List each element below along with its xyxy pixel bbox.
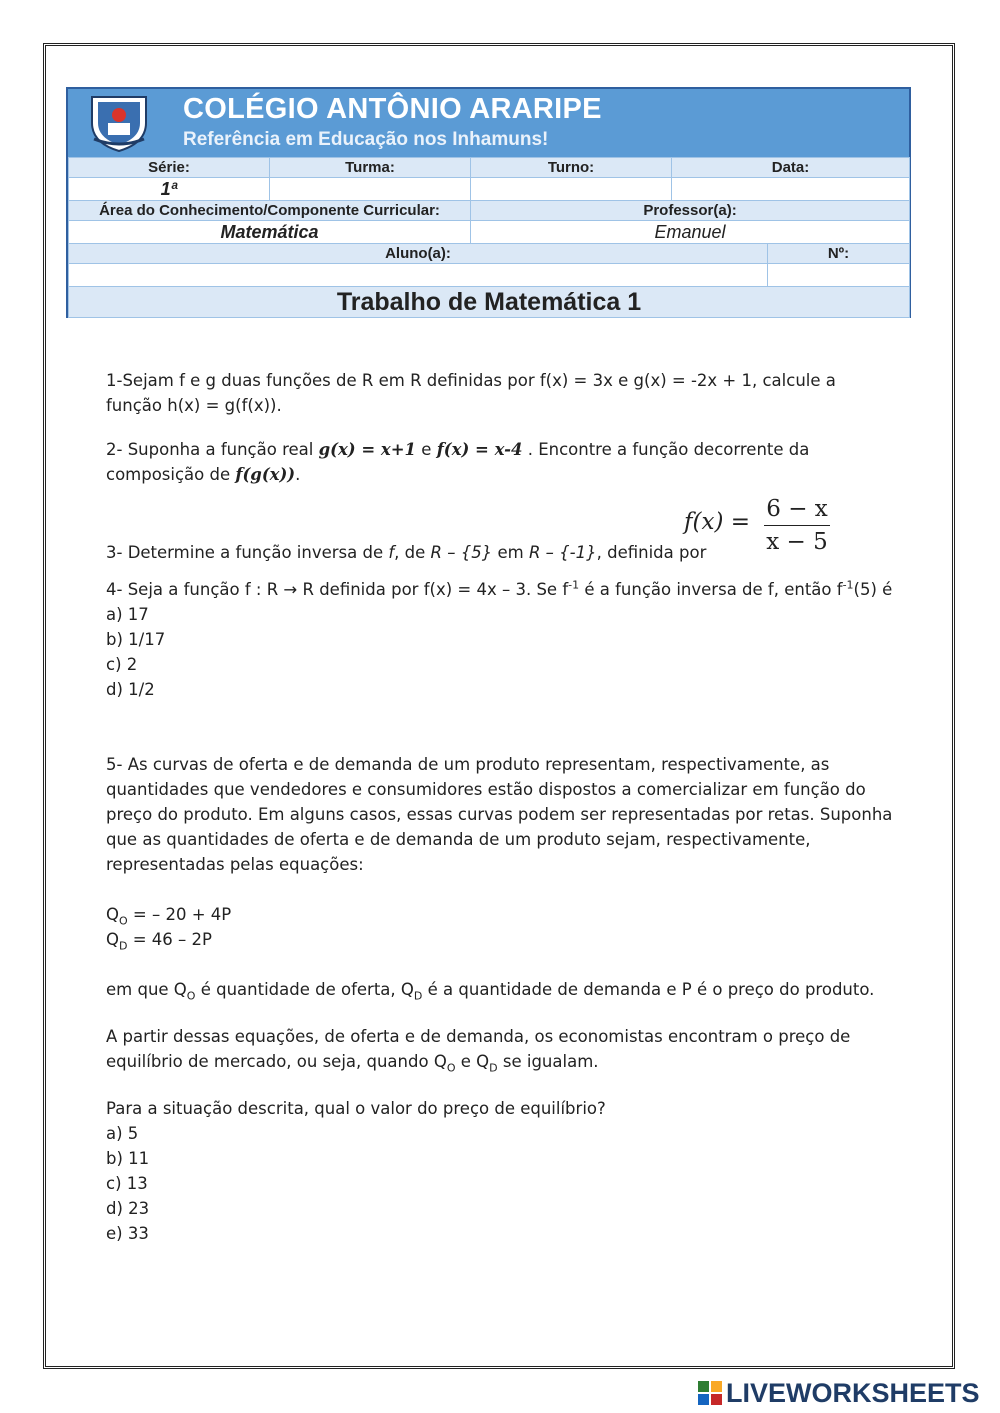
- turno-label: Turno:: [471, 158, 672, 178]
- turma-field[interactable]: [270, 178, 471, 201]
- turno-field[interactable]: [471, 178, 672, 201]
- demand-equation: $Q_D = 46 - 2P$: [106, 930, 212, 953]
- liveworksheets-brand[interactable]: [698, 1377, 980, 1409]
- question-5-prompt: Para a situação descrita, qual o valor do preço de equilíbrio?: [106, 1099, 606, 1118]
- aluno-field[interactable]: [69, 264, 768, 287]
- q4-option-d: d) 1/2: [106, 680, 155, 699]
- page-title: Trabalho de Matemática 1: [69, 287, 910, 318]
- equation-explanation: em que $Q_O$ é quantidade de oferta, $Q_D$ é a quantidade de demanda e P é o preço do produto.: [106, 980, 875, 1003]
- question-3: 3- Determine a função inversa de f, de R – {5} em R – {-1}, definida por f(x) = 6 − x x − 5: [106, 505, 896, 565]
- school-header: [66, 87, 911, 318]
- professor-value: Emanuel: [471, 221, 910, 244]
- q5-option-b: b) 11: [106, 1149, 150, 1168]
- serie-value: 1ª: [69, 178, 270, 201]
- question-2: 2- Suponha a função real g(x) = x+1 e f(x) = x-4 . Encontre a função decorrente da composição de f(g(x)).: [106, 440, 810, 484]
- school-name: COLÉGIO ANTÔNIO ARARIPE: [183, 93, 602, 125]
- school-crest-icon: [84, 93, 154, 153]
- question-1: 1-Sejam f e g duas funções de R em R definidas por f(x) = 3x e g(x) = -2x + 1, calcule a função h(x) = g(f(x)).: [106, 371, 836, 415]
- area-label: Área do Conhecimento/Componente Curricular:: [69, 201, 471, 221]
- professor-label: Professor(a):: [471, 201, 910, 221]
- student-info-table: [68, 157, 910, 318]
- liveworksheets-logo-icon: [698, 1381, 722, 1405]
- question-4: 4- Seja a função f : R → R definida por f(x) = 4x – 3. Se $f^{-1}$ é a função inversa de f, então $f^{-1}(5)$ é: [106, 578, 893, 599]
- q5-option-e: e) 33: [106, 1224, 149, 1243]
- worksheet-content: [106, 368, 896, 1246]
- area-value: Matemática: [69, 221, 471, 244]
- numero-label: Nº:: [768, 244, 910, 264]
- q5-option-d: d) 23: [106, 1199, 150, 1218]
- school-banner: [68, 89, 909, 157]
- q4-option-b: b) 1/17: [106, 630, 166, 649]
- q4-option-c: c) 2: [106, 655, 138, 674]
- q5-option-a: a) 5: [106, 1124, 139, 1143]
- school-motto: Referência em Educação nos Inhamuns!: [183, 129, 549, 150]
- q5-option-c: c) 13: [106, 1174, 148, 1193]
- turma-label: Turma:: [270, 158, 471, 178]
- data-field[interactable]: [672, 178, 910, 201]
- supply-equation: $Q_O$ = – 20 + 4P: [106, 905, 232, 928]
- numero-field[interactable]: [768, 264, 910, 287]
- serie-label: Série:: [69, 158, 270, 178]
- equilibrium-explanation: A partir dessas equações, de oferta e de demanda, os economistas encontram o preço de equilíbrio de mercado, ou seja, quando $Q_O$ e $Q_D$ se igualam.: [106, 1027, 851, 1075]
- aluno-label: Aluno(a):: [69, 244, 768, 264]
- brand-name: LIVEWORKSHEETS: [726, 1377, 980, 1408]
- data-label: Data:: [672, 158, 910, 178]
- q4-option-a: a) 17: [106, 605, 149, 624]
- question-5-intro: 5- As curvas de oferta e de demanda de um produto representam, respectivamente, as quantidades que vendedores e consumidores estão dispostos a comercializar em função do preço do produto. Em alguns casos, essas curvas podem ser representadas por retas. Suponha que as quantidades de oferta e de demanda de um produto sejam, respectivamente, representadas pelas equações:: [106, 755, 893, 874]
